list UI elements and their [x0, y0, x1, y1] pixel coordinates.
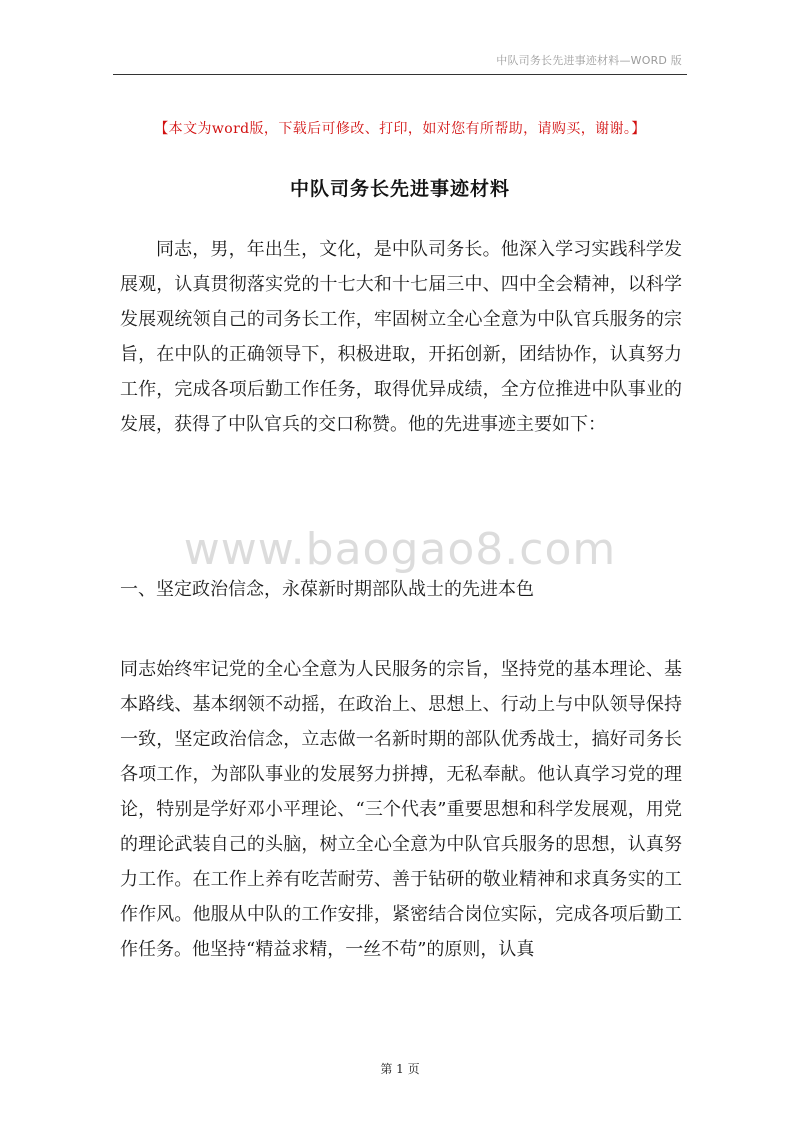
page-number: 第 1 页: [380, 1062, 420, 1076]
header-divider: [113, 74, 687, 75]
watermark: www.baogao8.com: [183, 524, 617, 575]
section-paragraph: 同志始终牢记党的全心全意为人民服务的宗旨，坚持党的基本理论、基本路线、基本纲领不动摇，在政治上、思想上、行动上与中队领导保持一致，坚定政治信念，立志做一名新时期的部队优秀战士，搞好司务长各项工作，为部队事业的发展努力拼搏，无私奉献。他认真学习党的理论，特别是学好邓小平理论、“三个代表”重要思想和科学发展观，用党的理论武装自己的头脑，树立全心全意为中队官兵服务的思想，认真努力工作。在工作上养有吃苦耐劳、善于钻研的敬业精神和求真务实的工作作风。他服从中队的工作安排，紧密结合岗位实际，完成各项后勤工作任务。他坚持“精益求精，一丝不苟”的原则，认真: [120, 659, 682, 960]
purchase-notice: 【本文为word版，下载后可修改、打印，如对您有所帮助，请购买，谢谢。】: [154, 121, 646, 137]
intro-paragraph: 同志，男，年出生，文化，是中队司务长。他深入学习实践科学发展观，认真贯彻落实党的十七大和十七届三中、四中全会精神，以科学发展观统领自己的司务长工作，牢固树立全心全意为中队官兵服务的宗旨，在中队的正确领导下，积极进取，开拓创新，团结协作，认真努力工作，完成各项后勤工作任务，取得优异成绩，全方位推进中队事业的发展，获得了中队官兵的交口称赞。他的先进事迹主要如下：: [120, 239, 682, 435]
running-header: 中队司务长先进事迹材料—WORD 版: [496, 54, 682, 67]
document-title: 中队司务长先进事迹材料: [289, 178, 510, 200]
section-heading: 一、坚定政治信念，永葆新时期部队战士的先进本色: [120, 579, 534, 600]
